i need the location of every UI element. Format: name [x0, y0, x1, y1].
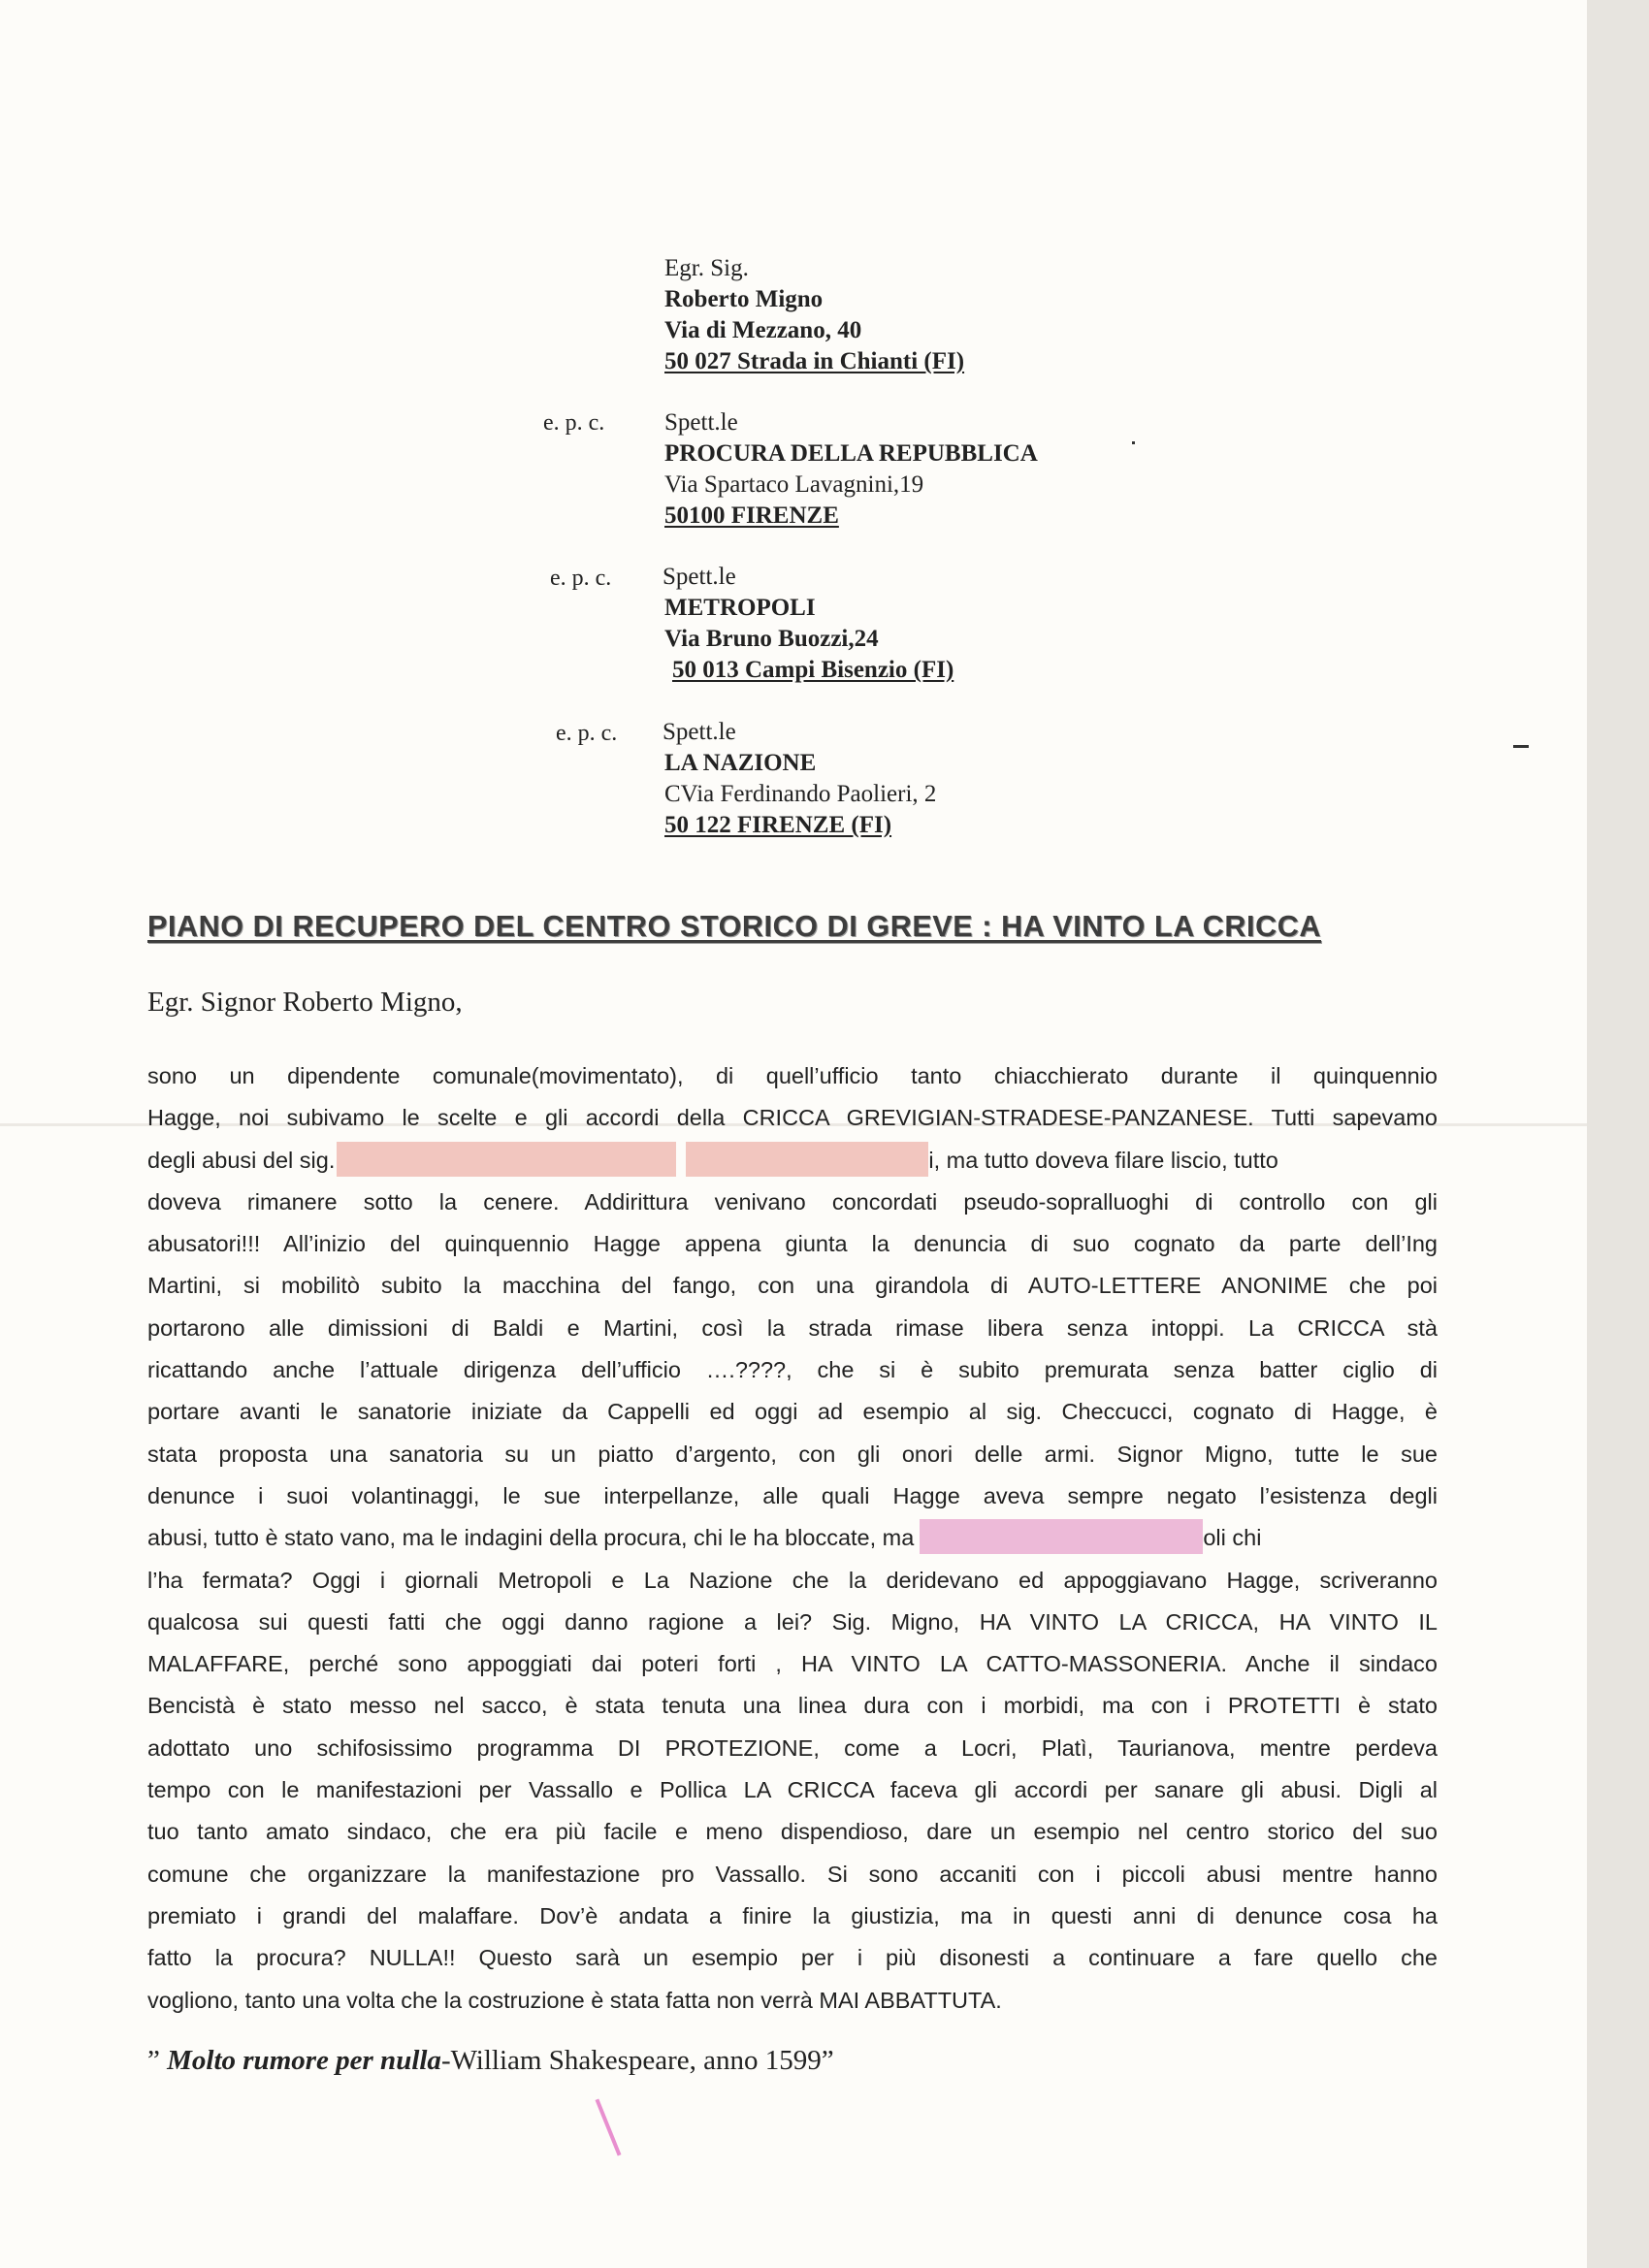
copy-salutation: Spett.le [663, 564, 736, 590]
copy-street: Via Spartaco Lavagnini,19 [664, 471, 924, 498]
body-line-end: i, ma tutto doveva filare liscio, tutto [928, 1147, 1278, 1173]
body-line: adottato uno schifosissimo programma DI PROTEZIONE, come a Locri, Platì, Taurianova, mentre perdeva [147, 1734, 1438, 1761]
copy-street: Via Bruno Buozzi,24 [664, 626, 879, 652]
letter-body [147, 1055, 1438, 2022]
scan-edge [1587, 0, 1649, 2268]
redaction-mark [920, 1519, 1203, 1554]
copy-name: LA NAZIONE [664, 750, 817, 776]
body-line [147, 1140, 1438, 1182]
body-line: sono un dipendente comunale(movimentato), di quell’ufficio tanto chiacchierato durante il quinquennio [147, 1063, 1438, 1088]
scan-speck [1513, 745, 1529, 748]
letter-title: PIANO DI RECUPERO DEL CENTRO STORICO DI GREVE : HA VINTO LA CRICCA [147, 910, 1321, 943]
recipient-street: Via di Mezzano, 40 [664, 317, 862, 343]
letter-greeting: Egr. Signor Roberto Migno, [147, 987, 463, 1018]
body-line: ricattando anche l’attuale dirigenza dell’ufficio ….????, che si è subito premurata senza batter ciglio di [147, 1357, 1438, 1383]
closing-quote [147, 2045, 834, 2077]
body-line: Hagge, noi subivamo le scelte e gli accordi della CRICCA GREVIGIAN-STRADESE-PANZANESE. Tutti sapevamo [147, 1105, 1438, 1131]
quote-attribution: -William Shakespeare, anno 1599” [440, 2045, 834, 2076]
body-line-start: abusi, tutto è stato vano, ma le indagini della procura, chi le ha bloccate, ma [147, 1525, 915, 1551]
copy-salutation: Spett.le [663, 719, 736, 745]
recipient-name: Roberto Migno [664, 286, 824, 312]
open-quote: ” [147, 2045, 160, 2076]
body-line: stata proposta una sanatoria su un piatto d’argento, con gli onori delle armi. Signor Migno, tutte le sue [147, 1441, 1438, 1467]
copy-city: 50 122 FIRENZE (FI) [664, 812, 892, 838]
redaction-mark [337, 1142, 676, 1177]
body-line [147, 1517, 1438, 1559]
copy-salutation: Spett.le [664, 409, 738, 436]
body-line: comune che organizzare la manifestazione pro Vassallo. Si sono accaniti con i piccoli abusi mentre hanno [147, 1861, 1438, 1887]
body-line-end: oli chi [1203, 1525, 1262, 1551]
body-line: l’ha fermata? Oggi i giornali Metropoli e La Nazione che la deridevano ed appoggiavano Hagge, scriveranno [147, 1567, 1438, 1593]
recipient-salutation: Egr. Sig. [664, 255, 749, 281]
copy-prefix: e. p. c. [556, 721, 618, 746]
body-line: denunce i suoi volantinaggi, le sue interpellanze, alle quali Hagge aveva sempre negato l’esistenza degli [147, 1482, 1438, 1508]
body-line: premiato i grandi del malaffare. Dov’è andata a finire la giustizia, ma in questi anni di denunce cosa ha [147, 1902, 1438, 1928]
body-line: portare avanti le sanatorie iniziate da Cappelli ed oggi ad esempio al sig. Checcucci, cognato di Hagge, è [147, 1399, 1438, 1425]
body-line: MALAFFARE, perché sono appoggiati dai poteri forti , HA VINTO LA CATTO-MASSONERIA. Anche il sindaco [147, 1651, 1438, 1677]
copy-name: METROPOLI [664, 595, 816, 621]
copy-street: CVia Ferdinando Paolieri, 2 [664, 781, 937, 807]
body-line: vogliono, tanto una volta che la costruzione è stata fatta non verrà MAI ABBATTUTA. [147, 1987, 1002, 2013]
copy-city: 50100 FIRENZE [664, 502, 839, 529]
body-line: tuo tanto amato sindaco, che era più facile e meno dispendioso, dare un esempio nel centro storico del suo [147, 1819, 1438, 1845]
copy-prefix: e. p. c. [543, 410, 605, 436]
body-line: portarono alle dimissioni di Baldi e Martini, così la strada rimase libera senza intoppi. La CRICCA stà [147, 1314, 1438, 1341]
copy-city: 50 013 Campi Bisenzio (FI) [672, 657, 954, 683]
recipient-city: 50 027 Strada in Chianti (FI) [664, 348, 965, 374]
body-line: Martini, si mobilitò subito la macchina del fango, con una girandola di AUTO-LETTERE ANONIME che poi [147, 1273, 1438, 1299]
body-line: tempo con le manifestazioni per Vassallo e Pollica LA CRICCA faceva gli accordi per sanare gli abusi. Digli al [147, 1777, 1438, 1803]
body-line-start: degli abusi del sig. [147, 1147, 336, 1173]
body-line: qualcosa sui questi fatti che oggi danno ragione a lei? Sig. Migno, HA VINTO LA CRICCA, HA VINTO IL [147, 1608, 1438, 1635]
body-line: fatto la procura? NULLA!! Questo sarà un esempio per i più disonesti a continuare a fare quello che [147, 1945, 1438, 1971]
body-line: abusatori!!! All’inizio del quinquennio Hagge appena giunta la denuncia di suo cognato da parte dell’Ing [147, 1231, 1438, 1257]
body-line: doveva rimanere sotto la cenere. Addirittura venivano concordati pseudo-sopralluoghi di controllo con gli [147, 1188, 1438, 1215]
copy-prefix: e. p. c. [550, 566, 612, 591]
quoted-work: Molto rumore per nulla [167, 2045, 441, 2076]
redaction-mark [686, 1142, 928, 1177]
copy-name: PROCURA DELLA REPUBBLICA [664, 440, 1038, 467]
body-line: Bencistà è stato messo nel sacco, è stata tenuta una linea dura con i morbidi, ma con i PROTETTI è stato [147, 1693, 1438, 1719]
scan-speck [1132, 441, 1135, 444]
